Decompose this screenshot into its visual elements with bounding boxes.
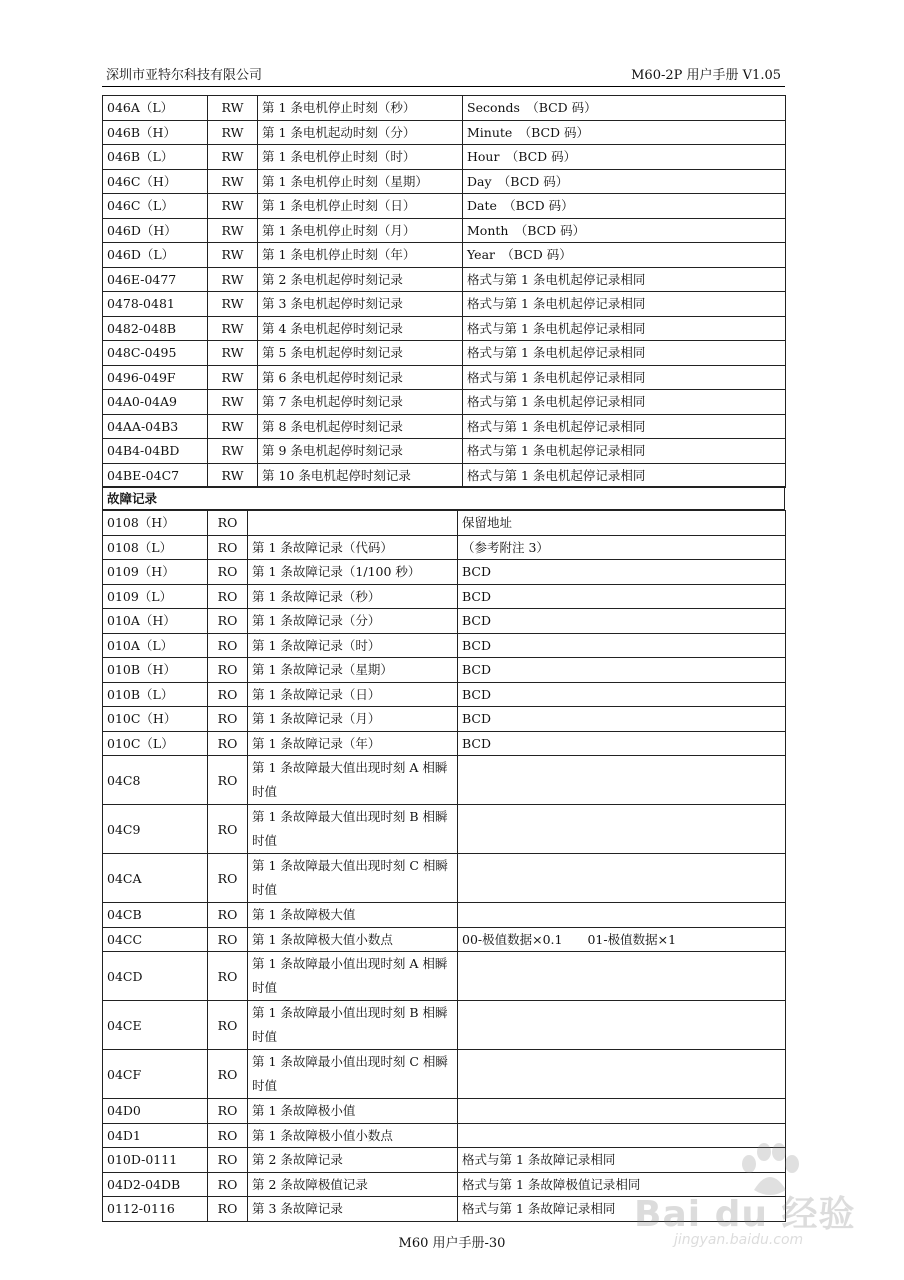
access-mode: RW bbox=[208, 169, 258, 194]
register-format: 保留地址 bbox=[458, 511, 786, 536]
register-format: 格式与第 1 条电机起停记录相同 bbox=[463, 316, 786, 341]
register-description: 第 1 条故障记录（分） bbox=[248, 609, 458, 634]
register-description: 第 8 条电机起停时刻记录 bbox=[258, 414, 463, 439]
register-format: 格式与第 1 条故障记录相同 bbox=[458, 1148, 786, 1173]
register-format bbox=[458, 805, 786, 854]
access-mode: RO bbox=[208, 511, 248, 536]
motor-record-row bbox=[103, 145, 786, 170]
fault-record-row bbox=[103, 633, 786, 658]
motor-record-row bbox=[103, 463, 786, 488]
register-address: 04CD bbox=[103, 952, 208, 1001]
register-description: 第 9 条电机起停时刻记录 bbox=[258, 439, 463, 464]
access-mode: RO bbox=[208, 1172, 248, 1197]
company-name: 深圳市亚特尔科技有限公司 bbox=[106, 68, 263, 83]
access-mode: RW bbox=[208, 341, 258, 366]
register-address: 0112-0116 bbox=[103, 1197, 208, 1222]
motor-record-row bbox=[103, 439, 786, 464]
motor-record-row bbox=[103, 169, 786, 194]
access-mode: RW bbox=[208, 292, 258, 317]
register-address: 046E-0477 bbox=[103, 267, 208, 292]
register-format: Date （BCD 码） bbox=[463, 194, 786, 219]
motor-record-row bbox=[103, 341, 786, 366]
access-mode: RW bbox=[208, 218, 258, 243]
register-format: BCD bbox=[458, 633, 786, 658]
access-mode: RO bbox=[208, 707, 248, 732]
access-mode: RW bbox=[208, 390, 258, 415]
register-address: 046C（H） bbox=[103, 169, 208, 194]
register-description: 第 1 条故障最小值出现时刻 A 相瞬时值 bbox=[248, 952, 458, 1001]
register-format: 格式与第 1 条电机起停记录相同 bbox=[463, 439, 786, 464]
register-address: 010B（L） bbox=[103, 682, 208, 707]
register-description: 第 1 条故障最大值出现时刻 C 相瞬时值 bbox=[248, 854, 458, 903]
register-format bbox=[458, 1099, 786, 1124]
register-address: 010C（L） bbox=[103, 731, 208, 756]
access-mode: RO bbox=[208, 952, 248, 1001]
register-description: 第 1 条电机停止时刻（星期） bbox=[258, 169, 463, 194]
register-description: 第 5 条电机起停时刻记录 bbox=[258, 341, 463, 366]
motor-record-row bbox=[103, 96, 786, 121]
fault-record-row bbox=[103, 927, 786, 952]
access-mode: RO bbox=[208, 1123, 248, 1148]
access-mode: RW bbox=[208, 463, 258, 488]
access-mode: RO bbox=[208, 682, 248, 707]
watermark-url: jingyan.baidu.com bbox=[674, 1232, 804, 1248]
register-format: Seconds （BCD 码） bbox=[463, 96, 786, 121]
register-format bbox=[458, 903, 786, 928]
register-format: BCD bbox=[458, 609, 786, 634]
register-address: 0109（L） bbox=[103, 584, 208, 609]
register-description: 第 1 条故障最大值出现时刻 B 相瞬时值 bbox=[248, 805, 458, 854]
fault-record-row bbox=[103, 805, 786, 854]
register-address: 048C-0495 bbox=[103, 341, 208, 366]
register-format: Month （BCD 码） bbox=[463, 218, 786, 243]
access-mode: RO bbox=[208, 609, 248, 634]
register-description: 第 6 条电机起停时刻记录 bbox=[258, 365, 463, 390]
access-mode: RO bbox=[208, 1197, 248, 1222]
access-mode: RO bbox=[208, 756, 248, 805]
register-format bbox=[458, 1123, 786, 1148]
register-format: BCD bbox=[458, 731, 786, 756]
register-address: 04CB bbox=[103, 903, 208, 928]
motor-record-row bbox=[103, 292, 786, 317]
access-mode: RO bbox=[208, 927, 248, 952]
fault-record-register-table bbox=[102, 510, 786, 1222]
register-description: 第 1 条故障记录（1/100 秒） bbox=[248, 560, 458, 585]
register-format bbox=[458, 1050, 786, 1099]
motor-record-row bbox=[103, 390, 786, 415]
register-description: 第 2 条电机起停时刻记录 bbox=[258, 267, 463, 292]
register-address: 010A（H） bbox=[103, 609, 208, 634]
register-format: 格式与第 1 条电机起停记录相同 bbox=[463, 365, 786, 390]
fault-record-row bbox=[103, 1001, 786, 1050]
register-format: BCD bbox=[458, 658, 786, 683]
access-mode: RO bbox=[208, 1148, 248, 1173]
fault-record-row bbox=[103, 535, 786, 560]
header-rule bbox=[102, 86, 785, 87]
manual-title: M60-2P 用户手册 V1.05 bbox=[631, 68, 781, 83]
register-format bbox=[458, 952, 786, 1001]
access-mode: RO bbox=[208, 1050, 248, 1099]
register-description: 第 1 条故障极大值小数点 bbox=[248, 927, 458, 952]
register-address: 0108（L） bbox=[103, 535, 208, 560]
register-address: 04D1 bbox=[103, 1123, 208, 1148]
fault-record-row bbox=[103, 560, 786, 585]
access-mode: RW bbox=[208, 243, 258, 268]
register-format: Hour （BCD 码） bbox=[463, 145, 786, 170]
register-description: 第 1 条故障记录（秒） bbox=[248, 584, 458, 609]
register-format: BCD bbox=[458, 707, 786, 732]
register-description: 第 3 条电机起停时刻记录 bbox=[258, 292, 463, 317]
register-address: 046A（L） bbox=[103, 96, 208, 121]
register-format: 格式与第 1 条电机起停记录相同 bbox=[463, 267, 786, 292]
register-format: 格式与第 1 条电机起停记录相同 bbox=[463, 414, 786, 439]
access-mode: RW bbox=[208, 439, 258, 464]
fault-record-row bbox=[103, 731, 786, 756]
fault-record-row bbox=[103, 682, 786, 707]
motor-record-row bbox=[103, 194, 786, 219]
register-description: 第 1 条故障记录（星期） bbox=[248, 658, 458, 683]
register-description: 第 2 条故障记录 bbox=[248, 1148, 458, 1173]
register-address: 0478-0481 bbox=[103, 292, 208, 317]
register-format: 格式与第 1 条电机起停记录相同 bbox=[463, 390, 786, 415]
register-description: 第 4 条电机起停时刻记录 bbox=[258, 316, 463, 341]
access-mode: RW bbox=[208, 145, 258, 170]
register-format: （参考附注 3） bbox=[458, 535, 786, 560]
register-address: 010A（L） bbox=[103, 633, 208, 658]
access-mode: RO bbox=[208, 535, 248, 560]
register-description: 第 1 条故障极大值 bbox=[248, 903, 458, 928]
fault-record-row bbox=[103, 511, 786, 536]
register-description: 第 1 条故障最大值出现时刻 A 相瞬时值 bbox=[248, 756, 458, 805]
register-format: 格式与第 1 条电机起停记录相同 bbox=[463, 341, 786, 366]
register-address: 04C8 bbox=[103, 756, 208, 805]
register-description: 第 1 条电机停止时刻（年） bbox=[258, 243, 463, 268]
register-description: 第 1 条故障记录（时） bbox=[248, 633, 458, 658]
register-address: 04CA bbox=[103, 854, 208, 903]
register-address: 04BE-04C7 bbox=[103, 463, 208, 488]
access-mode: RO bbox=[208, 560, 248, 585]
register-description: 第 1 条故障最小值出现时刻 C 相瞬时值 bbox=[248, 1050, 458, 1099]
register-address: 0482-048B bbox=[103, 316, 208, 341]
register-format: 格式与第 1 条故障记录相同 bbox=[458, 1197, 786, 1222]
motor-record-row bbox=[103, 316, 786, 341]
register-address: 010B（H） bbox=[103, 658, 208, 683]
register-address: 04D2-04DB bbox=[103, 1172, 208, 1197]
fault-record-row bbox=[103, 609, 786, 634]
fault-record-row bbox=[103, 903, 786, 928]
register-address: 04D0 bbox=[103, 1099, 208, 1124]
register-description: 第 7 条电机起停时刻记录 bbox=[258, 390, 463, 415]
register-description: 第 2 条故障极值记录 bbox=[248, 1172, 458, 1197]
register-description: 第 1 条故障记录（月） bbox=[248, 707, 458, 732]
register-format: 格式与第 1 条电机起停记录相同 bbox=[463, 292, 786, 317]
register-address: 04A0-04A9 bbox=[103, 390, 208, 415]
motor-record-row bbox=[103, 218, 786, 243]
register-address: 04CC bbox=[103, 927, 208, 952]
page-footer: M60 用户手册-30 bbox=[398, 1236, 506, 1251]
motor-record-row bbox=[103, 243, 786, 268]
motor-record-row bbox=[103, 267, 786, 292]
access-mode: RO bbox=[208, 805, 248, 854]
access-mode: RW bbox=[208, 414, 258, 439]
register-format: 格式与第 1 条电机起停记录相同 bbox=[463, 463, 786, 488]
register-address: 0109（H） bbox=[103, 560, 208, 585]
access-mode: RO bbox=[208, 658, 248, 683]
register-format: Year （BCD 码） bbox=[463, 243, 786, 268]
register-address: 046C（L） bbox=[103, 194, 208, 219]
register-address: 010C（H） bbox=[103, 707, 208, 732]
motor-record-row bbox=[103, 414, 786, 439]
access-mode: RO bbox=[208, 1099, 248, 1124]
access-mode: RW bbox=[208, 267, 258, 292]
register-description: 第 1 条电机起动时刻（分） bbox=[258, 120, 463, 145]
fault-record-row bbox=[103, 1148, 786, 1173]
register-format: 格式与第 1 条故障极值记录相同 bbox=[458, 1172, 786, 1197]
fault-record-row bbox=[103, 584, 786, 609]
fault-record-row bbox=[103, 1123, 786, 1148]
access-mode: RW bbox=[208, 194, 258, 219]
register-description: 第 1 条电机停止时刻（秒） bbox=[258, 96, 463, 121]
register-address: 0108（H） bbox=[103, 511, 208, 536]
register-format: BCD bbox=[458, 584, 786, 609]
fault-record-row bbox=[103, 854, 786, 903]
register-format: Minute （BCD 码） bbox=[463, 120, 786, 145]
register-description: 第 1 条电机停止时刻（月） bbox=[258, 218, 463, 243]
fault-record-row bbox=[103, 1099, 786, 1124]
access-mode: RO bbox=[208, 584, 248, 609]
register-description bbox=[248, 511, 458, 536]
register-address: 0496-049F bbox=[103, 365, 208, 390]
register-format: Day （BCD 码） bbox=[463, 169, 786, 194]
register-description: 第 1 条故障记录（代码） bbox=[248, 535, 458, 560]
register-address: 046B（L） bbox=[103, 145, 208, 170]
access-mode: RO bbox=[208, 1001, 248, 1050]
register-description: 第 1 条故障极小值小数点 bbox=[248, 1123, 458, 1148]
register-description: 第 1 条电机停止时刻（时） bbox=[258, 145, 463, 170]
register-address: 04C9 bbox=[103, 805, 208, 854]
register-description: 第 1 条电机停止时刻（日） bbox=[258, 194, 463, 219]
register-format bbox=[458, 756, 786, 805]
register-description: 第 1 条故障最小值出现时刻 B 相瞬时值 bbox=[248, 1001, 458, 1050]
register-address: 04CF bbox=[103, 1050, 208, 1099]
register-address: 046D（H） bbox=[103, 218, 208, 243]
access-mode: RO bbox=[208, 633, 248, 658]
register-address: 046D（L） bbox=[103, 243, 208, 268]
access-mode: RO bbox=[208, 903, 248, 928]
register-description: 第 10 条电机起停时刻记录 bbox=[258, 463, 463, 488]
access-mode: RO bbox=[208, 731, 248, 756]
fault-record-section bbox=[102, 486, 785, 510]
register-description: 第 1 条故障记录（日） bbox=[248, 682, 458, 707]
page-header bbox=[106, 64, 781, 86]
register-format bbox=[458, 854, 786, 903]
access-mode: RW bbox=[208, 365, 258, 390]
register-address: 046B（H） bbox=[103, 120, 208, 145]
register-format: 00-极值数据×0.1 01-极值数据×1 bbox=[458, 927, 786, 952]
watermark-brand: Bai du 经验 bbox=[634, 1194, 856, 1235]
register-address: 04CE bbox=[103, 1001, 208, 1050]
register-address: 04B4-04BD bbox=[103, 439, 208, 464]
fault-record-row bbox=[103, 658, 786, 683]
access-mode: RW bbox=[208, 316, 258, 341]
section-title: 故障记录 bbox=[103, 487, 785, 510]
register-address: 04AA-04B3 bbox=[103, 414, 208, 439]
access-mode: RW bbox=[208, 120, 258, 145]
motor-start-stop-register-table bbox=[102, 95, 786, 488]
register-address: 010D-0111 bbox=[103, 1148, 208, 1173]
register-description: 第 3 条故障记录 bbox=[248, 1197, 458, 1222]
register-format bbox=[458, 1001, 786, 1050]
access-mode: RW bbox=[208, 96, 258, 121]
motor-record-row bbox=[103, 120, 786, 145]
register-format: BCD bbox=[458, 560, 786, 585]
fault-record-row bbox=[103, 707, 786, 732]
fault-record-row bbox=[103, 1197, 786, 1222]
register-format: BCD bbox=[458, 682, 786, 707]
access-mode: RO bbox=[208, 854, 248, 903]
fault-record-row bbox=[103, 952, 786, 1001]
fault-record-row bbox=[103, 1050, 786, 1099]
register-description: 第 1 条故障记录（年） bbox=[248, 731, 458, 756]
register-description: 第 1 条故障极小值 bbox=[248, 1099, 458, 1124]
fault-record-row bbox=[103, 1172, 786, 1197]
motor-record-row bbox=[103, 365, 786, 390]
fault-record-row bbox=[103, 756, 786, 805]
